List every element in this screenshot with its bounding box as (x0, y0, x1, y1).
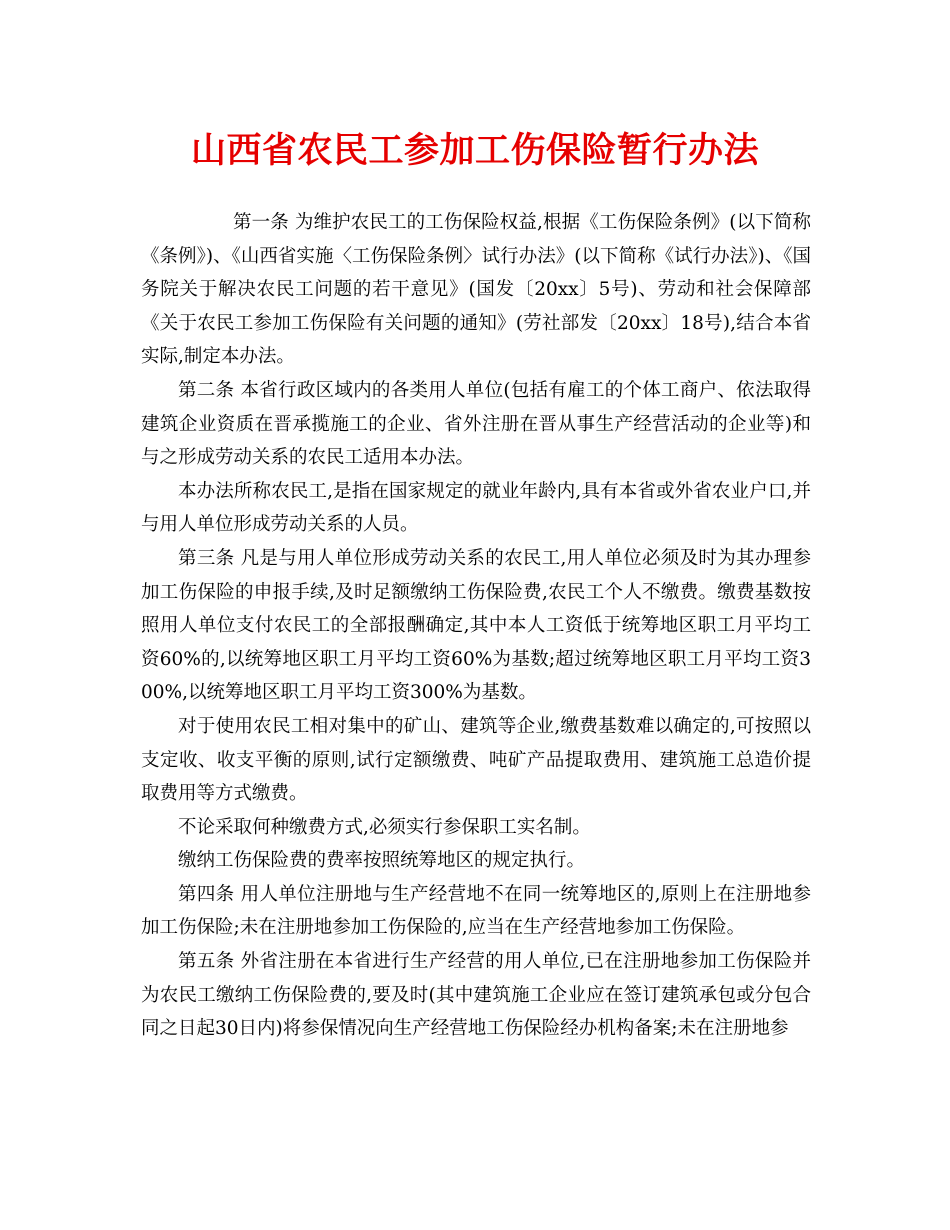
paragraph-article-2: 第二条 本省行政区域内的各类用人单位(包括有雇工的个体工商户、依法取得建筑企业资质在晋承揽施工的企业、省外注册在晋从事生产经营活动的企业等)和与之形成劳动关系的农民工适用本办法。 (141, 379, 811, 469)
paragraph-article-3: 第三条 凡是与用人单位形成劳动关系的农民工,用人单位必须及时为其办理参加工伤保险的申报手续,及时足额缴纳工伤保险费,农民工个人不缴费。缴费基数按照用人单位支付农民工的全部报酬确定,其中本人工资低于统筹地区职工月平均工资60%的,以统筹地区职工月平均工资60%为基数;超过统筹地区职工月平均工资300%,以统筹地区职工月平均工资300%为基数。 (141, 547, 811, 704)
paragraph-article-5: 第五条 外省注册在本省进行生产经营的用人单位,已在注册地参加工伤保险并为农民工缴纳工伤保险费的,要及时(其中建筑施工企业应在签订建筑承包或分包合同之日起30日内)将参保情况向生产经营地工伤保险经办机构备案;未在注册地参 (141, 951, 811, 1040)
paragraph-real-name: 不论采取何种缴费方式,必须实行参保职工实名制。 (178, 816, 591, 838)
document-title: 山西省农民工参加工伤保险暂行办法 (190, 130, 759, 171)
paragraph-article-4: 第四条 用人单位注册地与生产经营地不在同一统筹地区的,原则上在注册地参加工伤保险;未在注册地参加工伤保险的,应当在生产经营地参加工伤保险。 (141, 883, 811, 939)
paragraph-article-1: 第一条 为维护农民工的工伤保险权益,根据《工伤保险条例》(以下简称《条例》)、《山西省实施〈工伤保险条例〉试行办法》(以下简称《试行办法》)、《国务院关于解决农民工问题的若干意见》(国发〔20xx〕5号)、劳动和社会保障部《关于农民工参加工伤保险有关问题的通知》(劳社部发〔20xx〕18号),结合本省实际,制定本办法。 (141, 212, 811, 368)
paragraph-contribution-methods: 对于使用农民工相对集中的矿山、建筑等企业,缴费基数难以确定的,可按照以支定收、收支平衡的原则,试行定额缴费、吨矿产品提取费用、建筑施工总造价提取费用等方式缴费。 (141, 715, 811, 805)
paragraph-rate: 缴纳工伤保险费的费率按照统筹地区的规定执行。 (178, 850, 586, 872)
paragraph-definition: 本办法所称农民工,是指在国家规定的就业年龄内,具有本省或外省农业户口,并与用人单位形成劳动关系的人员。 (141, 480, 811, 536)
document-body (141, 206, 811, 1046)
